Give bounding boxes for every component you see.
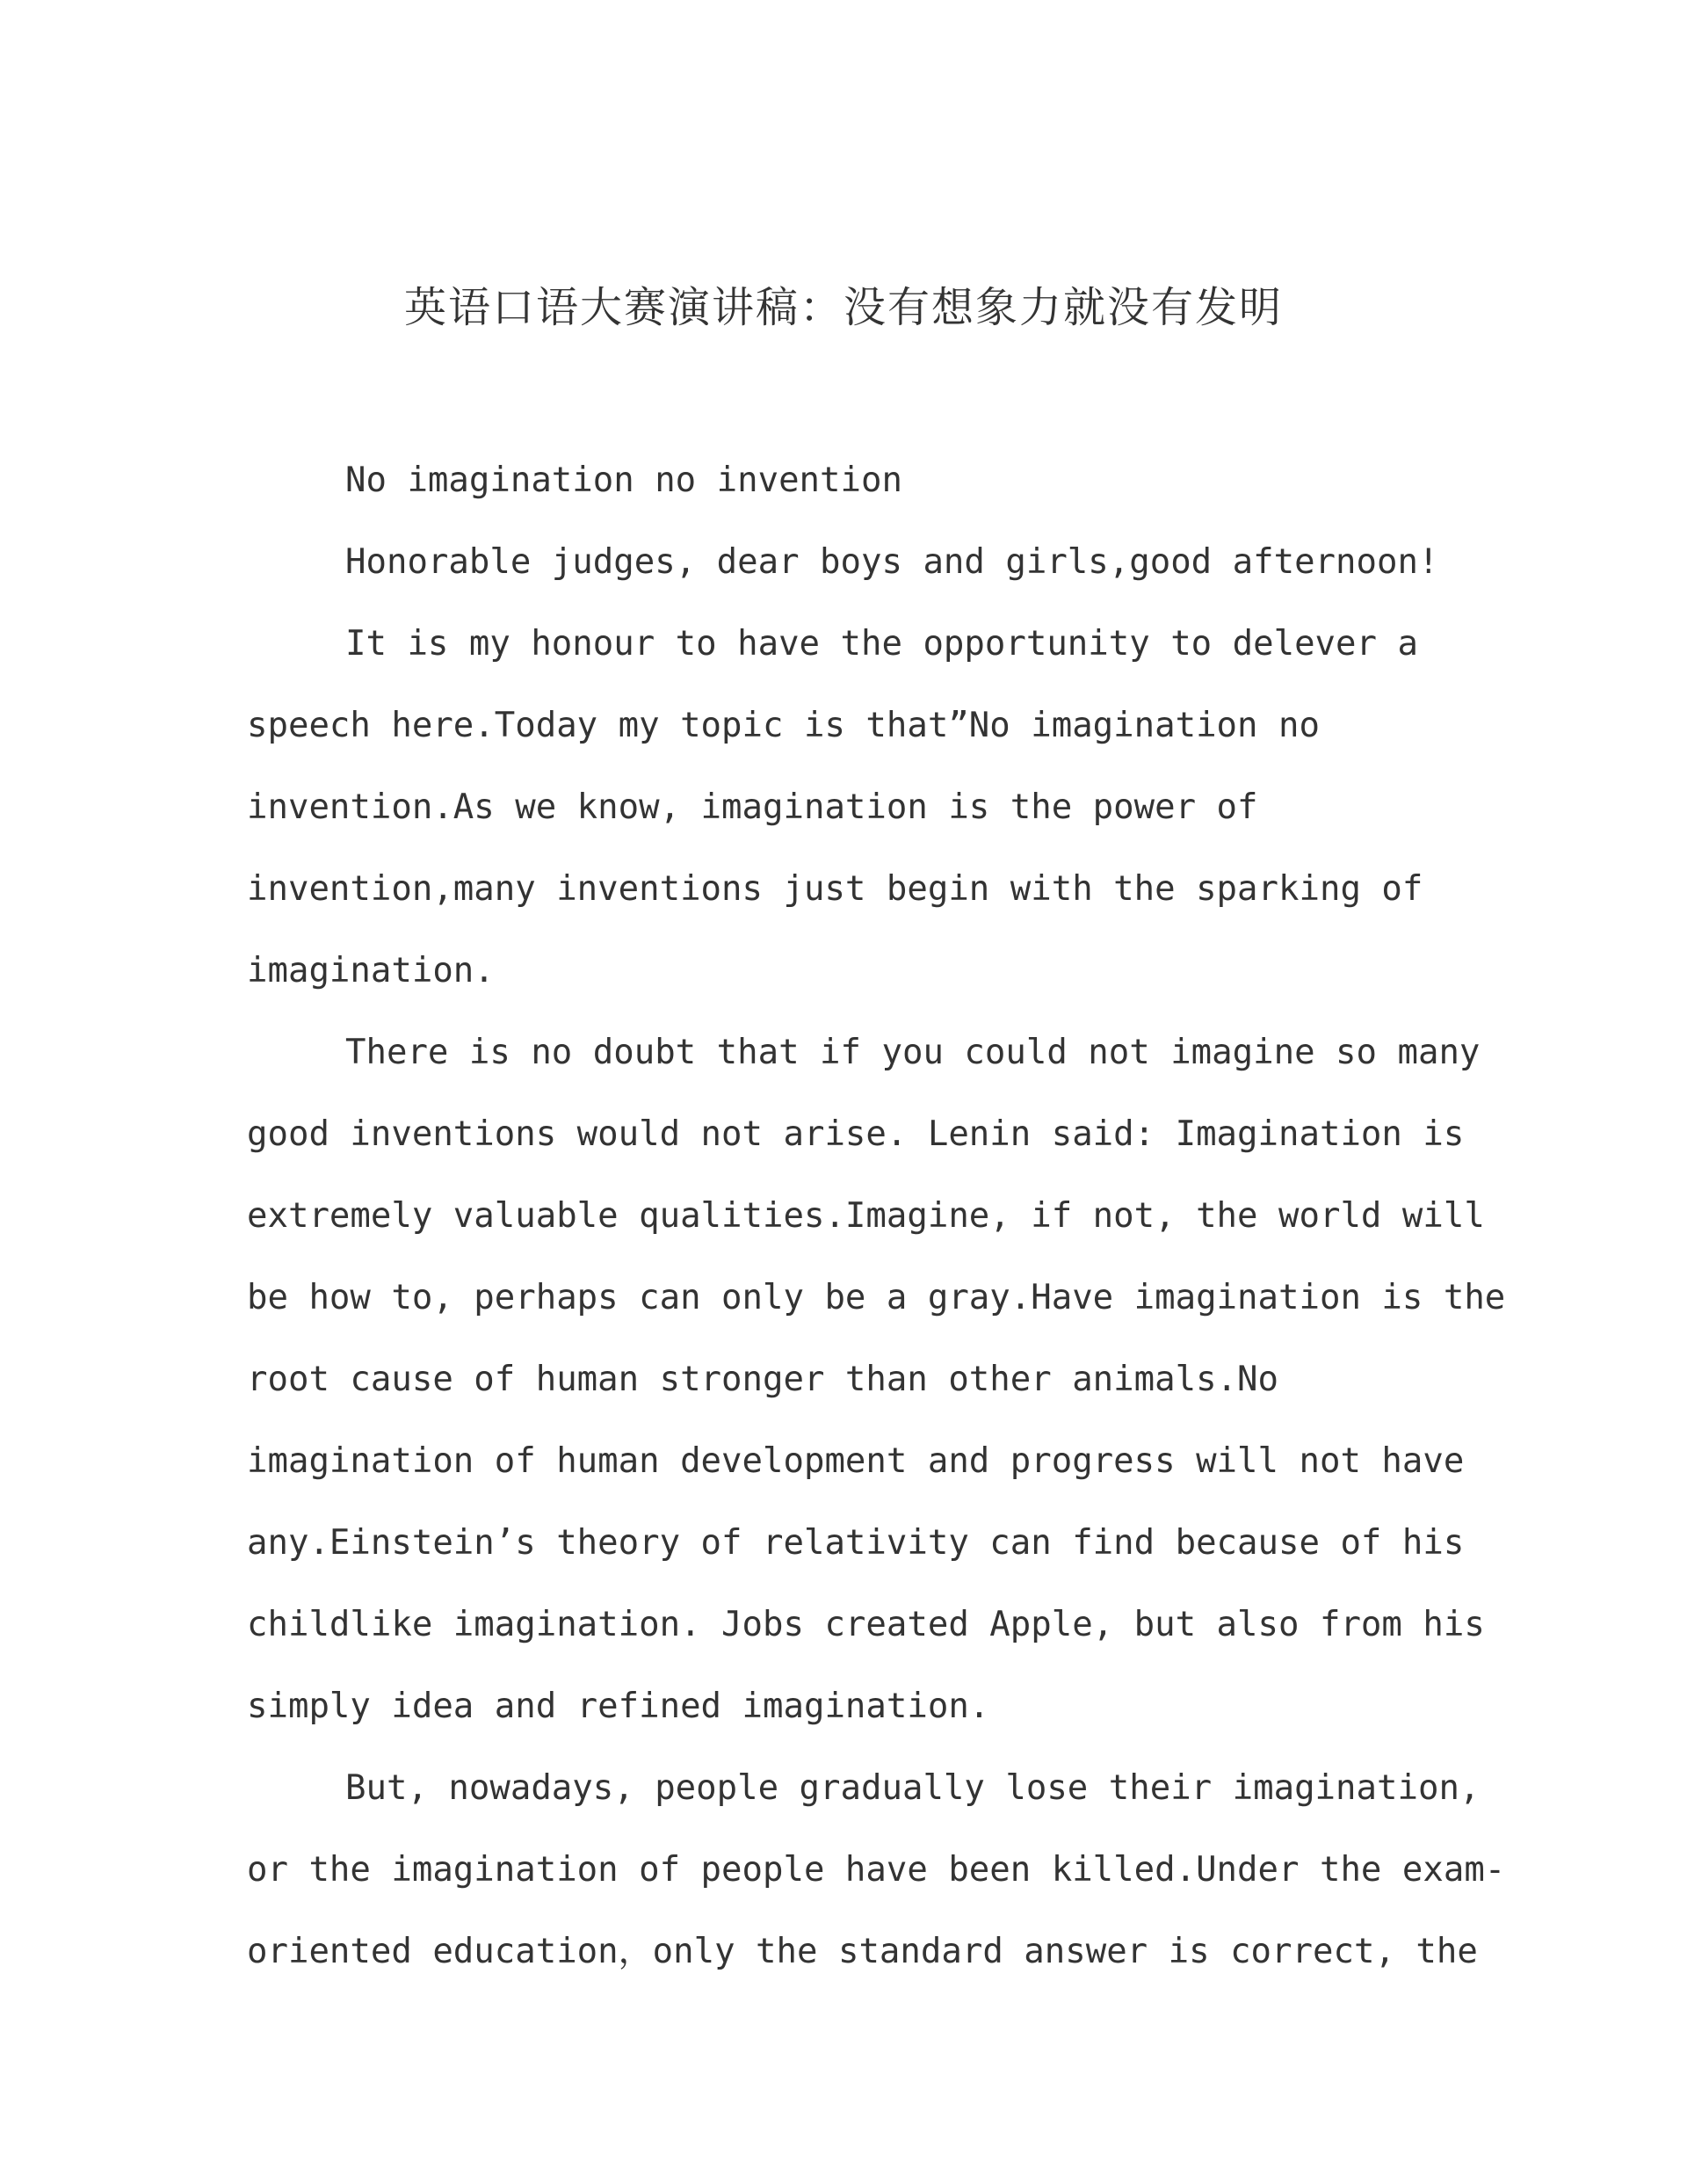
body-line: There is no doubt that if you could not imagine so many [345, 1033, 1481, 1072]
body-line: imagination of human development and progress will not have [247, 1441, 1465, 1481]
body-line: No imagination no invention [345, 461, 902, 500]
body-line: Honorable judges, dear boys and girls,good afternoon! [345, 542, 1439, 582]
body-line: simply idea and refined imagination. [247, 1687, 990, 1726]
body-line: invention,many inventions just begin with the sparking of [247, 869, 1423, 909]
body-line: any.Einstein’s theory of relativity can find because of his [247, 1523, 1465, 1563]
body-line: speech here.Today my topic is that”No imagination no [247, 706, 1320, 745]
body-line: But, nowadays, people gradually lose their imagination, [345, 1768, 1481, 1808]
body-line: or the imagination of people have been killed.Under the exam- [247, 1850, 1506, 1890]
body-line: good inventions would not arise. Lenin said: Imagination is [247, 1114, 1465, 1154]
document-title: 英语口语大赛演讲稿：没有想象力就没有发明 [403, 283, 1283, 332]
body-line: invention.As we know, imagination is the power of [247, 787, 1258, 827]
body-line: oriented education，only the standard answer is correct, the [247, 1932, 1478, 1971]
body-line: be how to, perhaps can only be a gray.Have imagination is the [247, 1278, 1506, 1317]
document-body [247, 439, 1506, 1992]
body-line: imagination. [247, 951, 495, 990]
body-line: childlike imagination. Jobs created Apple, but also from his [247, 1605, 1485, 1644]
body-line: extremely valuable qualities.Imagine, if not, the world will [247, 1196, 1485, 1236]
body-line: root cause of human stronger than other animals.No [247, 1360, 1278, 1399]
body-line: It is my honour to have the opportunity to delever a [345, 624, 1418, 664]
